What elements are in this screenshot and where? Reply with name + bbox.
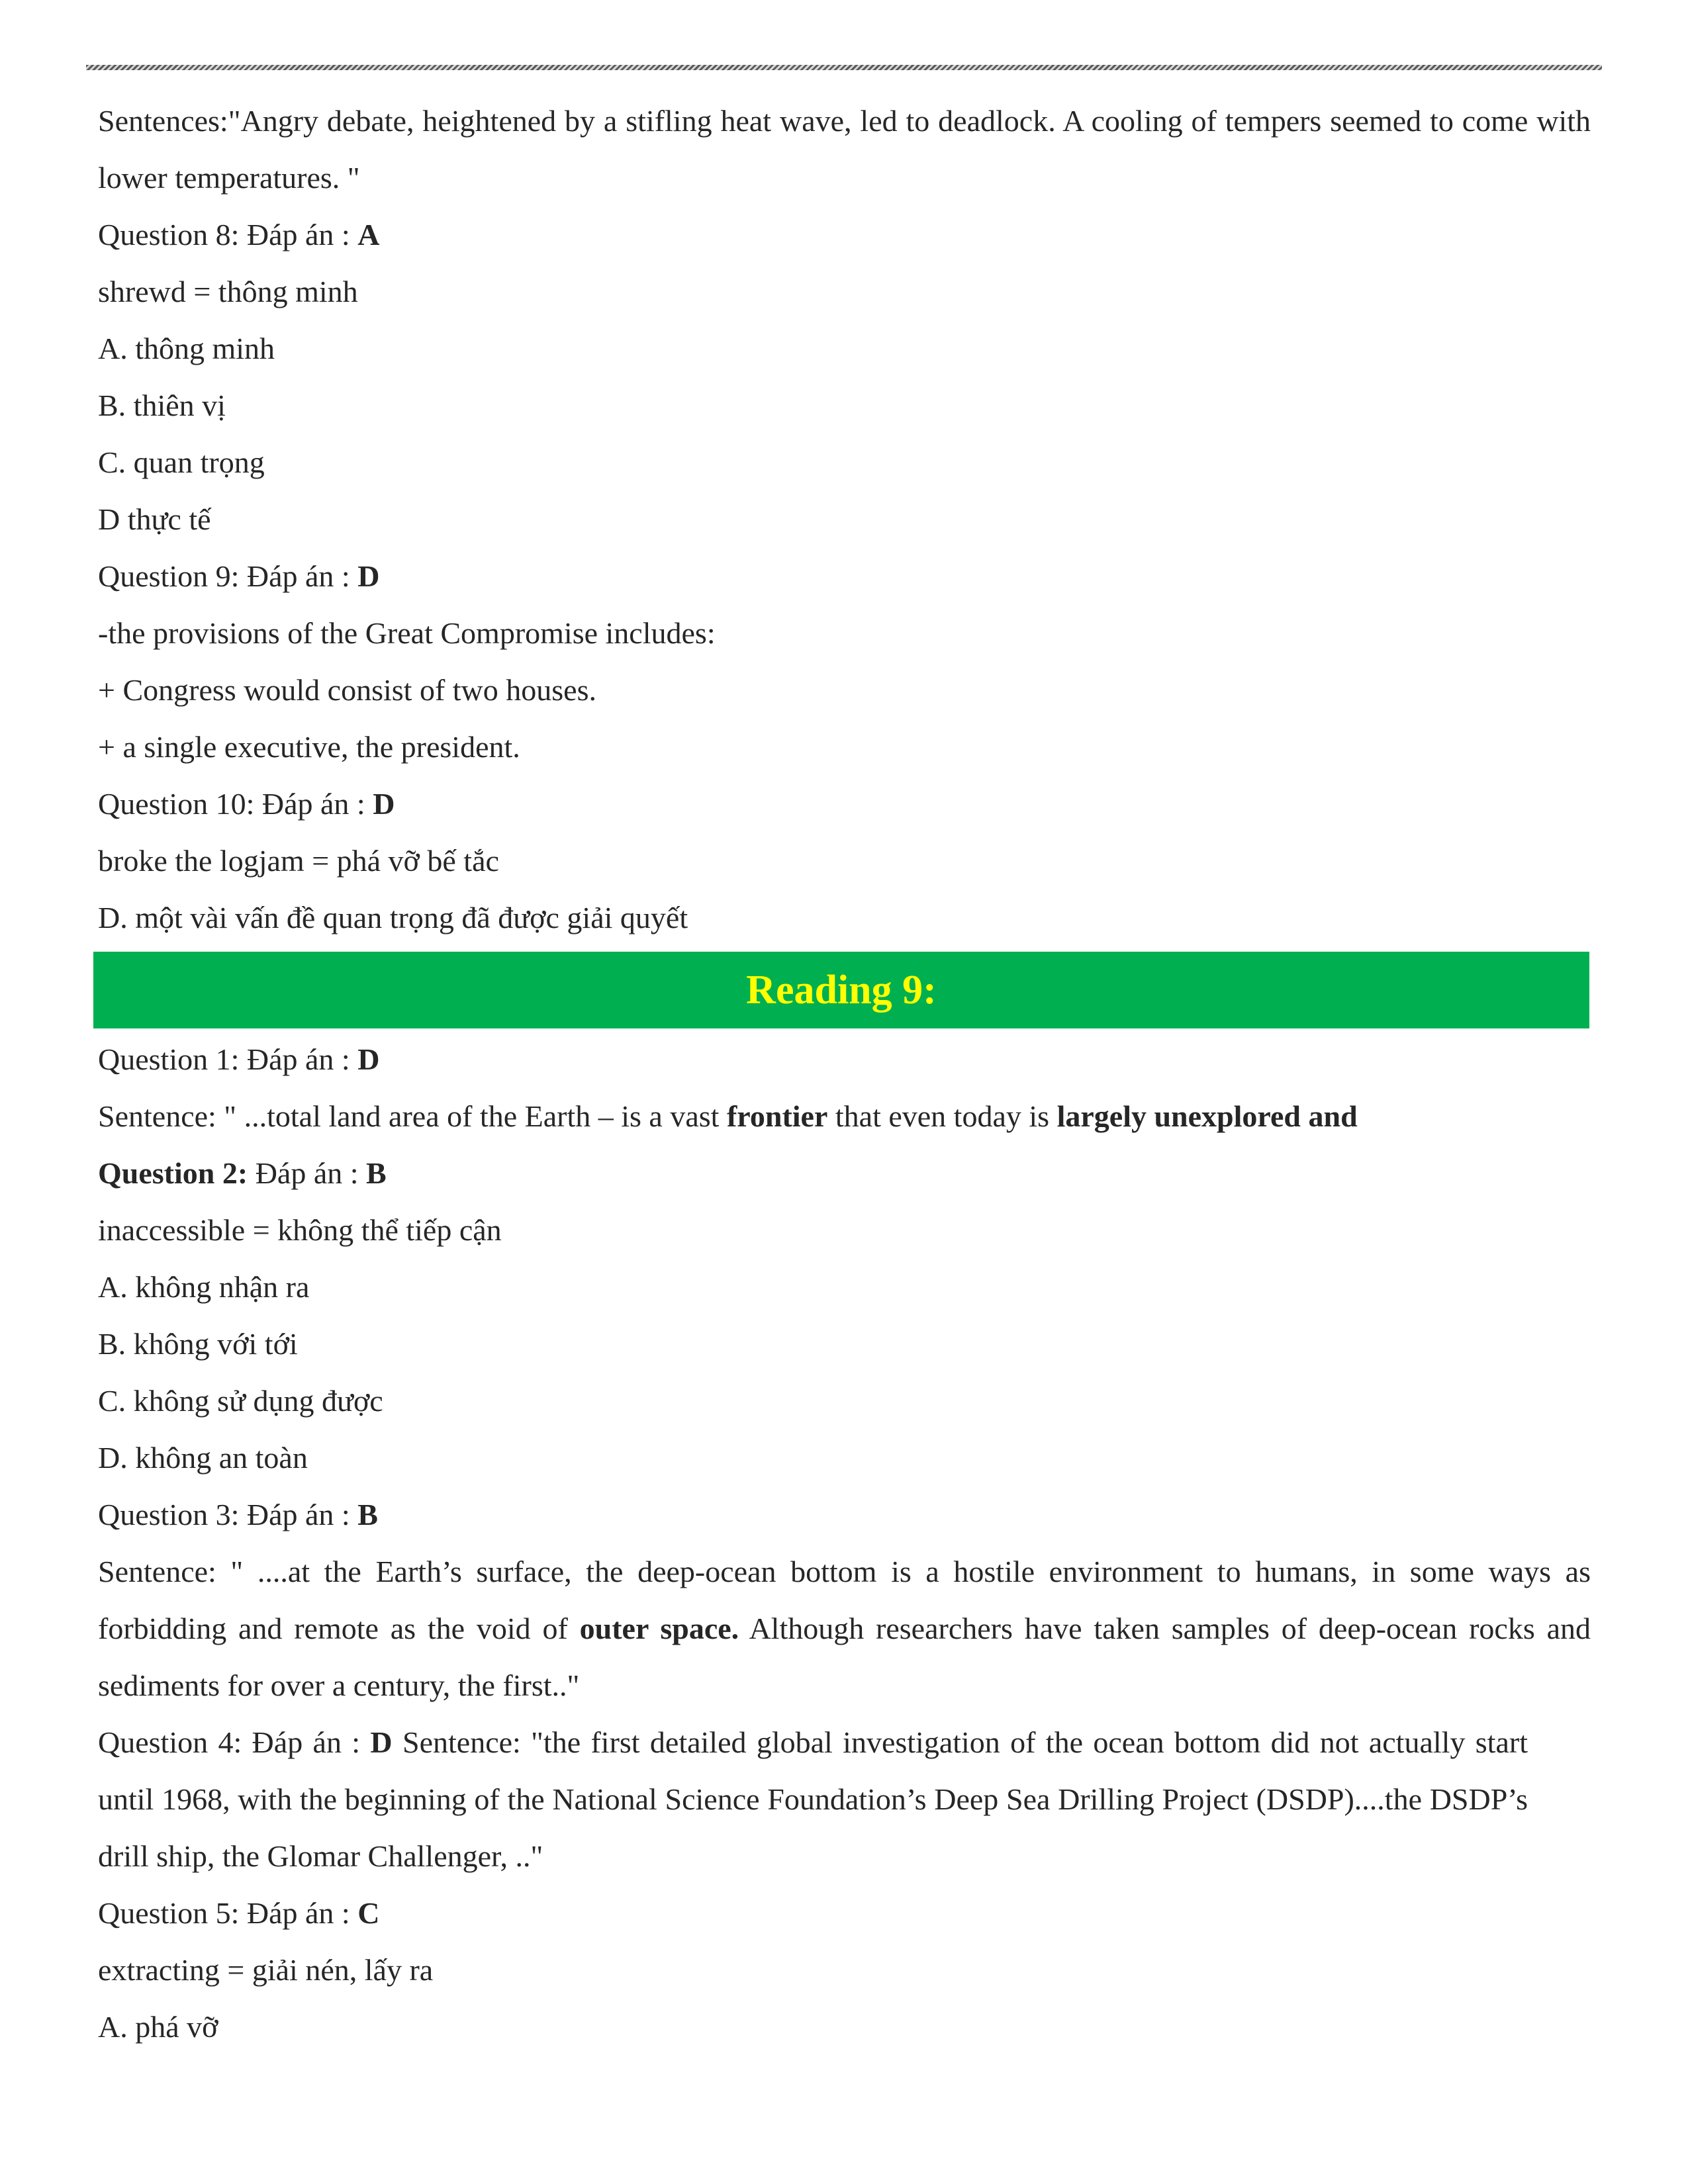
r9-question-2-label: Question 2: [98, 1156, 248, 1190]
r9-q1-sentence-part-1: Sentence: " ...total land area of the Earth – is a vast [98, 1099, 727, 1133]
q9-line-1: -the provisions of the Great Compromise includes: [98, 616, 716, 650]
reading-9-title: Reading 9: [746, 968, 937, 1013]
r9-question-5-label: Question 5: Đáp án : [98, 1896, 358, 1930]
r9-q2-option-c: C. không sử dụng được [98, 1384, 383, 1418]
r9-q3-sentence-part-2: Although researchers have taken samples of deep-ocean rocks and sediments for over a century, the first.." [98, 1612, 1591, 1702]
r9-q3-sentence [98, 1543, 1591, 1714]
r9-q3-sentence-part-1: Sentence: " ....at the Earth’s surface, the deep-ocean bottom is a hostile environment to humans, in some ways as forbidding and remote as the void of [98, 1555, 1591, 1645]
question-8-answer: A [357, 218, 380, 251]
question-9-label: Question 9: Đáp án : [98, 559, 358, 593]
r9-question-2-answer: B [366, 1156, 387, 1190]
r9-question-5-answer: C [357, 1896, 380, 1930]
r9-q2-vocab: inaccessible = không thể tiếp cận [98, 1213, 502, 1247]
question-8 [98, 206, 1591, 263]
r9-question-4-answer: D [370, 1725, 393, 1759]
r9-question-4-label: Question 4: Đáp án : [98, 1725, 371, 1759]
r9-q4-sentence: Sentence: "the first detailed global investigation of the ocean bottom did not actually start until 1968, with the beginning of the National Science Foundation’s Deep Sea Drilling Project (DSDP)....the DSDP’s drill ship, the Glomar Challenger, .." [98, 1725, 1528, 1873]
r9-q1-sentence [98, 1088, 1591, 1145]
question-9-answer: D [357, 559, 380, 593]
q9-line-2: + Congress would consist of two houses. [98, 673, 596, 707]
r9-q5-option-a: A. phá vỡ [98, 2010, 218, 2044]
r9-q1-bold-unexplored: largely unexplored and [1056, 1099, 1358, 1133]
question-8-label: Question 8: Đáp án : [98, 218, 358, 251]
r9-question-3 [98, 1486, 1591, 1543]
r9-q2-option-a: A. không nhận ra [98, 1270, 310, 1304]
q9-line-3: + a single executive, the president. [98, 730, 520, 764]
q8-option-a: A. thông minh [98, 332, 275, 365]
question-9 [98, 548, 1591, 605]
r9-q3-bold-outer-space: outer space. [579, 1612, 739, 1645]
r9-q1-bold-frontier: frontier [726, 1099, 828, 1133]
r9-question-1-label: Question 1: Đáp án : [98, 1042, 358, 1076]
sentences-quote: Sentences:"Angry debate, heightened by a stifling heat wave, led to deadlock. A cooling of tempers seemed to come with lower temperatures. " [98, 104, 1591, 195]
question-10-label: Question 10: Đáp án : [98, 787, 373, 821]
q8-option-b: B. thiên vị [98, 388, 226, 422]
r9-question-1 [98, 1031, 1591, 1088]
q8-option-d: D thực tế [98, 502, 211, 536]
r9-question-3-answer: B [357, 1498, 378, 1531]
r9-question-2-rest: Đáp án : [248, 1156, 367, 1190]
r9-question-3-label: Question 3: Đáp án : [98, 1498, 358, 1531]
r9-question-5 [98, 1885, 1591, 1942]
question-10 [98, 776, 1591, 833]
r9-q2-option-b: B. không với tới [98, 1327, 298, 1361]
q10-line-1: broke the logjam = phá vỡ bế tắc [98, 844, 499, 878]
r9-question-4 [98, 1714, 1528, 1885]
r9-q2-option-d: D. không an toàn [98, 1441, 308, 1475]
r9-q5-vocab: extracting = giải nén, lấy ra [98, 1953, 434, 1987]
r9-question-1-answer: D [357, 1042, 380, 1076]
reading-9-banner [93, 952, 1589, 1028]
document-body [98, 93, 1591, 2056]
question-10-answer: D [373, 787, 395, 821]
r9-question-2 [98, 1145, 1591, 1202]
top-divider [86, 65, 1602, 70]
q8-option-c: C. quan trọng [98, 445, 265, 479]
q8-vocab: shrewd = thông minh [98, 275, 358, 308]
q10-line-2: D. một vài vấn đề quan trọng đã được giải quyết [98, 901, 688, 934]
r9-q1-sentence-part-2: that even today is [827, 1099, 1057, 1133]
